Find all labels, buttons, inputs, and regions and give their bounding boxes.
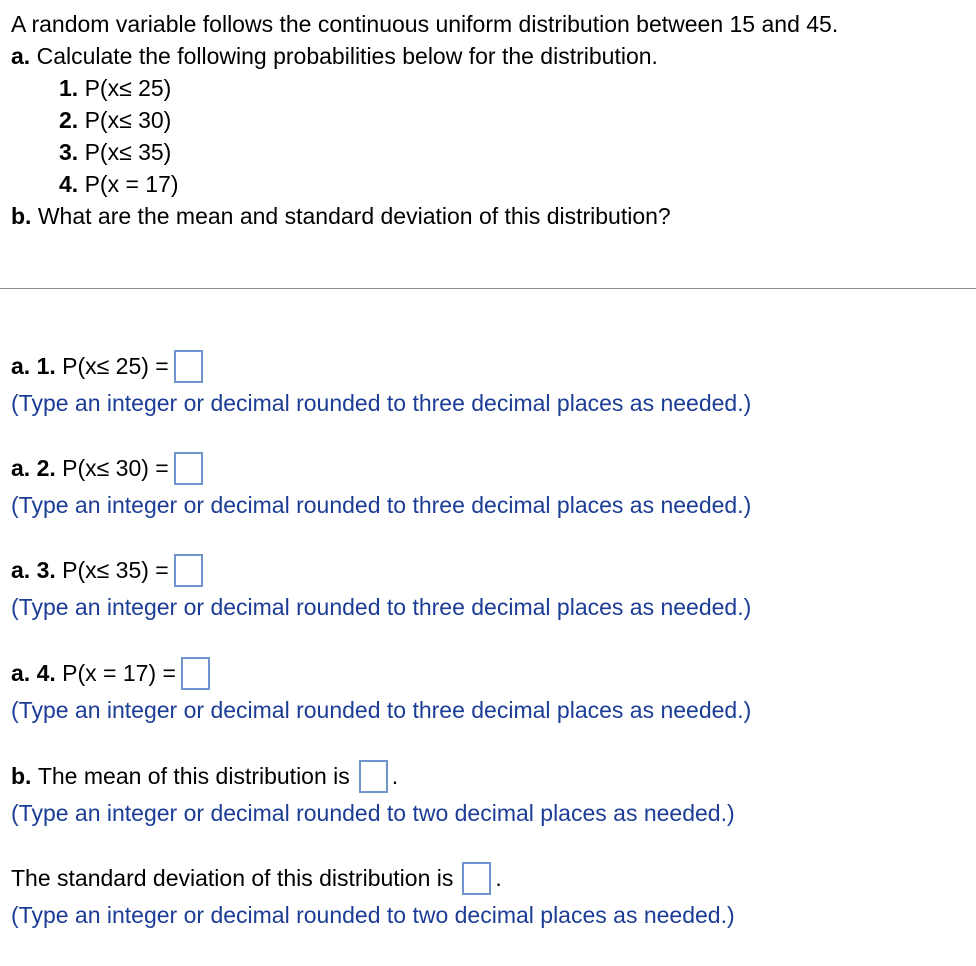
answer-b-mean-period: . — [391, 762, 399, 789]
answer-a4-row — [11, 654, 966, 692]
item-expression: P(x≤ 35) — [84, 139, 172, 165]
part-b-label: b. — [11, 203, 32, 229]
part-a-item-4 — [11, 168, 966, 200]
answer-a4-label: a. 4. — [11, 659, 56, 686]
part-a-text: Calculate the following probabilities below for the distribution. — [36, 43, 658, 69]
item-number: 2. — [59, 107, 79, 133]
answer-a3 — [11, 551, 966, 625]
answer-a1 — [11, 347, 966, 421]
answer-a2-row — [11, 449, 966, 487]
mean-input[interactable] — [359, 760, 388, 793]
answer-a3-label: a. 3. — [11, 556, 56, 583]
answer-a4-hint: (Type an integer or decimal rounded to three decimal places as needed.) — [11, 697, 752, 723]
answer-b-sd-period: . — [495, 864, 502, 891]
item-expression: P(x≤ 30) — [84, 107, 172, 133]
part-a-prompt — [11, 40, 966, 72]
item-expression: P(x = 17) — [84, 171, 179, 197]
part-a-item-1 — [11, 72, 966, 104]
answer-b-sd — [11, 859, 966, 933]
answer-a2-input[interactable] — [174, 452, 203, 485]
answer-a1-row — [11, 347, 966, 385]
answer-b-sd-row — [11, 859, 966, 897]
answer-b-label: b. — [11, 762, 32, 789]
answer-a3-expression: P(x≤ 35) = — [62, 556, 169, 583]
answer-b-mean-text: The mean of this distribution is — [37, 762, 350, 789]
answer-a1-expression: P(x≤ 25) = — [62, 352, 169, 379]
answer-a3-hint: (Type an integer or decimal rounded to three decimal places as needed.) — [11, 594, 752, 620]
answer-a2 — [11, 449, 966, 523]
question-intro: A random variable follows the continuous uniform distribution between 15 and 45. — [11, 11, 839, 37]
answer-a3-row — [11, 551, 966, 589]
answer-a1-label: a. 1. — [11, 352, 56, 379]
answer-b-mean-row — [11, 757, 966, 795]
answer-b-mean — [11, 757, 966, 831]
answer-a2-hint: (Type an integer or decimal rounded to three decimal places as needed.) — [11, 492, 752, 518]
answer-b-sd-text: The standard deviation of this distribution is — [11, 864, 454, 891]
question-prompt — [11, 8, 966, 232]
item-expression: P(x≤ 25) — [84, 75, 172, 101]
answer-a2-label: a. 2. — [11, 454, 56, 481]
answer-b-mean-hint: (Type an integer or decimal rounded to two decimal places as needed.) — [11, 800, 735, 826]
part-b-text: What are the mean and standard deviation of this distribution? — [37, 203, 671, 229]
part-a-item-2 — [11, 104, 966, 136]
part-a-item-3 — [11, 136, 966, 168]
answer-a4 — [11, 654, 966, 728]
answer-a4-expression: P(x = 17) = — [62, 659, 176, 686]
item-number: 3. — [59, 139, 79, 165]
item-number: 1. — [59, 75, 79, 101]
standard-deviation-input[interactable] — [462, 862, 491, 895]
answer-a2-expression: P(x≤ 30) = — [62, 454, 169, 481]
answer-a4-input[interactable] — [181, 657, 210, 690]
answer-a3-input[interactable] — [174, 554, 203, 587]
part-b-prompt — [11, 200, 966, 232]
answer-a1-hint: (Type an integer or decimal rounded to three decimal places as needed.) — [11, 390, 752, 416]
section-divider — [0, 288, 976, 289]
part-a-label: a. — [11, 43, 31, 69]
answer-a1-input[interactable] — [174, 350, 203, 383]
answer-b-sd-hint: (Type an integer or decimal rounded to two decimal places as needed.) — [11, 902, 735, 928]
item-number: 4. — [59, 171, 79, 197]
